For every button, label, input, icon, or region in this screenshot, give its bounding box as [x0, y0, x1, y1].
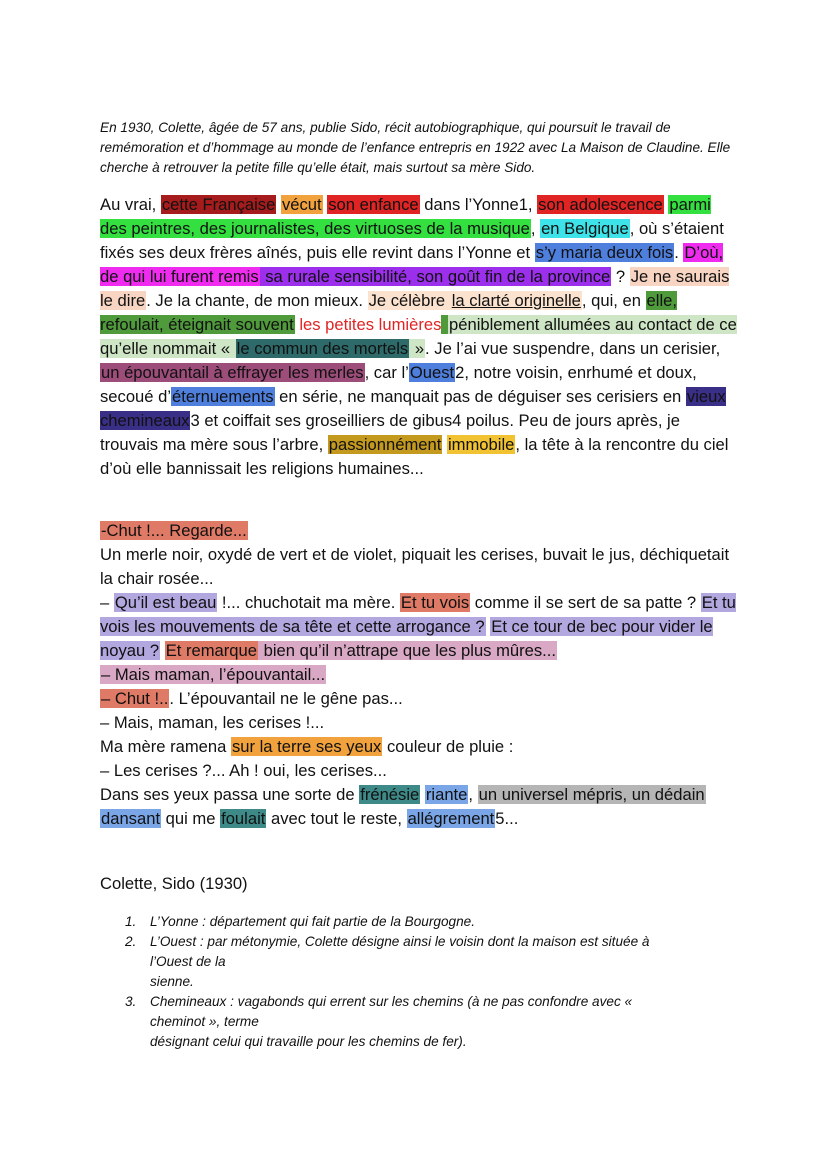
dialogue-text: couleur de pluie :: [382, 737, 514, 756]
highlight-riante: riante: [425, 785, 468, 804]
highlight-sy-maria: s’y maria deux fois: [535, 243, 674, 262]
dialogue-line: [100, 519, 740, 543]
passage-text: , car l’: [364, 363, 409, 382]
footnote-text: Chemineaux : vagabonds qui errent sur les chemins (à ne pas confondre avec «: [150, 994, 633, 1009]
footnotes-list: [100, 912, 740, 1052]
highlight-universel-mepris: un universel mépris, un dédain: [478, 785, 705, 804]
highlight-tour-de-bec: Et ce tour de bec pour vider le noyau ?: [100, 617, 713, 660]
highlight-chut-regarde: -Chut !... Regarde...: [101, 521, 247, 540]
dialogue-line: Un merle noir, oxydé de vert et de violet, piquait les cerises, buvait le jus, déchiquetait la chair rosée...: [100, 545, 730, 588]
passage-text: en série, ne manquait pas de déguiser ses cerisiers en: [274, 387, 686, 406]
passage-text: ,: [530, 219, 541, 238]
footnote-text: sienne.: [150, 974, 194, 989]
dialogue-line: – Mais, maman, les cerises !...: [100, 713, 325, 732]
dialogue-text: [160, 641, 165, 660]
intro-paragraph: En 1930, Colette, âgée de 57 ans, publie Sido, récit autobiographique, qui poursuit le travail de remémoration et d’hommage au monde de l’enfance entrepris en 1922 avec La Maison de Claudine. Elle cherche à retrouver la petite fille qu’elle était, mais surtout sa mère Sido.: [100, 120, 731, 175]
highlight-immobile: immobile: [447, 435, 515, 454]
footnote-text: L’Ouest : par métonymie, Colette désigne ainsi le voisin dont la maison est située à: [150, 934, 650, 949]
passage-text: .: [674, 243, 684, 262]
footnote-number: 1.: [125, 914, 137, 929]
highlight-je-ne-saurais: Je ne saurais le dire: [100, 267, 730, 310]
red-text-petites-lumieres: les petites lumières: [299, 315, 442, 334]
footnote-text: désignant celui qui travaille pour les chemins de fer).: [150, 1034, 467, 1049]
dialogue-line: – Les cerises ?... Ah ! oui, les cerises...: [100, 761, 387, 780]
highlight-quil-est-beau: Qu’il est beau: [114, 593, 217, 612]
dialogue-text: –: [100, 593, 114, 612]
passage-text: 2, notre voisin, enrhumé et doux, secoué d’: [100, 363, 697, 406]
dialogue-text: Dans ses yeux passa une sorte de: [100, 785, 360, 804]
highlight-vecut: vécut: [281, 195, 322, 214]
highlight-et-remarque: Et remarque: [165, 641, 257, 660]
dialogue-line: [100, 783, 740, 831]
highlight-parmi-des-peintres: parmi des peintres, des journalistes, des virtuoses de la musique: [100, 195, 711, 238]
highlight-ouest: Ouest: [409, 363, 455, 382]
dialogue-line: [100, 591, 740, 663]
passage-text: ?: [611, 267, 630, 286]
footnote-text: L’Yonne : département qui fait partie de la Bourgogne.: [150, 914, 475, 929]
dialogue-line: [100, 663, 740, 687]
highlight-peniblement: péniblement allumées au contact de ce qu’elle nommait «: [100, 315, 737, 358]
passage-text: , qui, en: [581, 291, 646, 310]
highlight-sur-la-terre: sur la terre ses yeux: [231, 737, 382, 756]
source-credit: Colette, Sido (1930): [100, 874, 248, 893]
dialogue-text: avec tout le reste,: [266, 809, 407, 828]
dialogue-section: [100, 519, 740, 831]
highlight-je-celebre: Je célèbre: [368, 291, 450, 310]
footnote-item: [100, 912, 740, 932]
highlight-allegrement: allégrement: [407, 809, 495, 828]
highlight-refoulait: elle, refoulait, éteignait souvent: [100, 291, 677, 334]
highlight-commun-des-mortels: le commun des mortels: [236, 339, 409, 358]
highlight-et-tu-vois: Et tu vois: [400, 593, 470, 612]
passage-text: dans l’Yonne1,: [419, 195, 538, 214]
highlight-cette-francaise: cette Française: [161, 195, 276, 214]
passage-text: , où s’étaient fixés ses deux frères aînés, puis elle revint dans l’Yonne et: [100, 219, 724, 262]
highlight-frenesie: frénésie: [360, 785, 420, 804]
dialogue-text: ,: [468, 785, 478, 804]
passage-text: . Je l’ai vue suspendre, dans un cerisier,: [425, 339, 721, 358]
highlight-rurale-sensibilite: sa rurale sensibilité, son goût fin de la province: [260, 267, 611, 286]
highlight-dou-de-qui: D’où, de qui lui furent remis: [100, 243, 724, 286]
passage-text: . Je la chante, de mon mieux.: [146, 291, 368, 310]
highlight-clarte-originelle: la clarté originelle: [451, 291, 581, 310]
highlight-passionnement: passionnément: [328, 435, 442, 454]
passage-text: 3 et coiffait ses groseilliers de gibus4 poilus. Peu de jours après, je trouvais ma mère sous l’arbre,: [100, 411, 680, 454]
footnote-number: 2.: [125, 934, 137, 949]
passage-paragraph: [100, 193, 740, 481]
highlight-mais-maman: – Mais maman, l’épouvantail...: [101, 665, 326, 684]
dialogue-line: [100, 735, 740, 759]
highlight-bien-quil: bien qu’il n’attrape que les plus mûres...: [259, 641, 557, 660]
footnote-item: [100, 992, 740, 1052]
highlight-eternuements: éternuements: [172, 387, 274, 406]
footnote-number: 3.: [125, 994, 137, 1009]
dialogue-text: qui me: [161, 809, 221, 828]
highlight-en-belgique: en Belgique: [541, 219, 629, 238]
dialogue-text: . L’épouvantail ne le gêne pas...: [169, 689, 403, 708]
highlight-vieux-chemineaux: vieux chemineaux: [100, 387, 726, 430]
highlight-son-enfance: son enfance: [328, 195, 419, 214]
highlight-foulait: foulait: [221, 809, 266, 828]
highlight-son-adolescence: son adolescence: [538, 195, 663, 214]
highlight-epouvantail: un épouvantail à effrayer les merles: [101, 363, 364, 382]
highlight-mouvements: Et tu vois les mouvements de sa tête et cette arrogance ?: [100, 593, 736, 636]
footnote-text: cheminot », terme: [150, 1014, 259, 1029]
highlight-guillemet: »: [410, 339, 425, 358]
dialogue-line: [100, 687, 740, 711]
footnote-item: [100, 932, 740, 992]
dialogue-text: Ma mère ramena: [100, 737, 231, 756]
footnote-text: l’Ouest de la: [150, 954, 226, 969]
dialogue-text: 5...: [495, 809, 519, 828]
dialogue-text: comme il se sert de sa patte ?: [470, 593, 701, 612]
dialogue-text: !... chuchotait ma mère.: [217, 593, 400, 612]
passage-text: Au vrai,: [100, 195, 161, 214]
highlight-dansant: dansant: [101, 809, 161, 828]
passage-text: , la tête à la rencontre du ciel d’où elle bannissait les religions humaines...: [100, 435, 729, 478]
highlight-chut: – Chut !..: [101, 689, 169, 708]
